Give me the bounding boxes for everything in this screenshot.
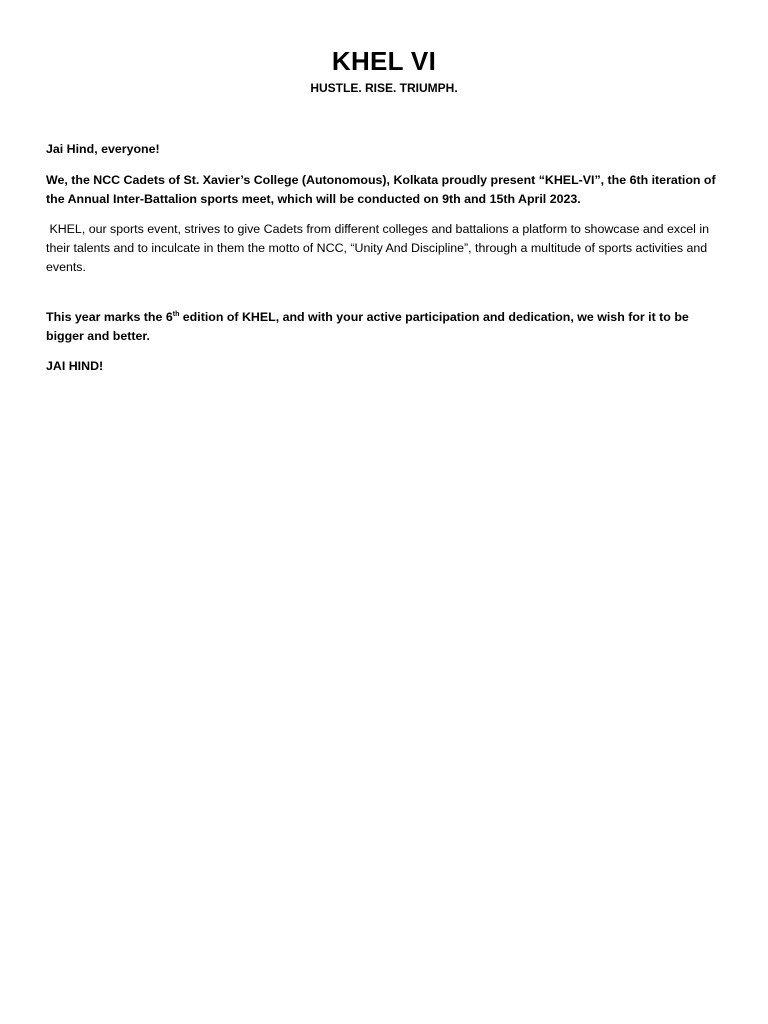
edition-superscript: th [172, 310, 180, 318]
closing-paragraph: JAI HIND! [46, 359, 104, 373]
edition-paragraph [46, 308, 726, 346]
document-subtitle: HUSTLE. RISE. TRIUMPH. [310, 81, 458, 95]
about-paragraph: KHEL, our sports event, strives to give Cadets from different colleges and battalions a platform to showcase and excel in their talents and to inculcate in them the motto of NCC, “Unity And Discipline”, through a multitude of sports activities and events. [46, 222, 713, 274]
edition-text-end: edition of KHEL, and with your active participation and dedication, we wish for it to be bigger and better. [46, 310, 689, 343]
document-title: KHEL VI [331, 46, 437, 76]
greeting-paragraph: Jai Hind, everyone! [46, 142, 160, 156]
edition-text-start: This year marks the 6 [46, 310, 173, 324]
intro-paragraph: We, the NCC Cadets of St. Xavier’s College (Autonomous), Kolkata proudly present “KHEL-VI”, the 6th iteration of the Annual Inter-Battalion sports meet, which will be conducted on 9th and 15th April 2023. [46, 173, 716, 206]
